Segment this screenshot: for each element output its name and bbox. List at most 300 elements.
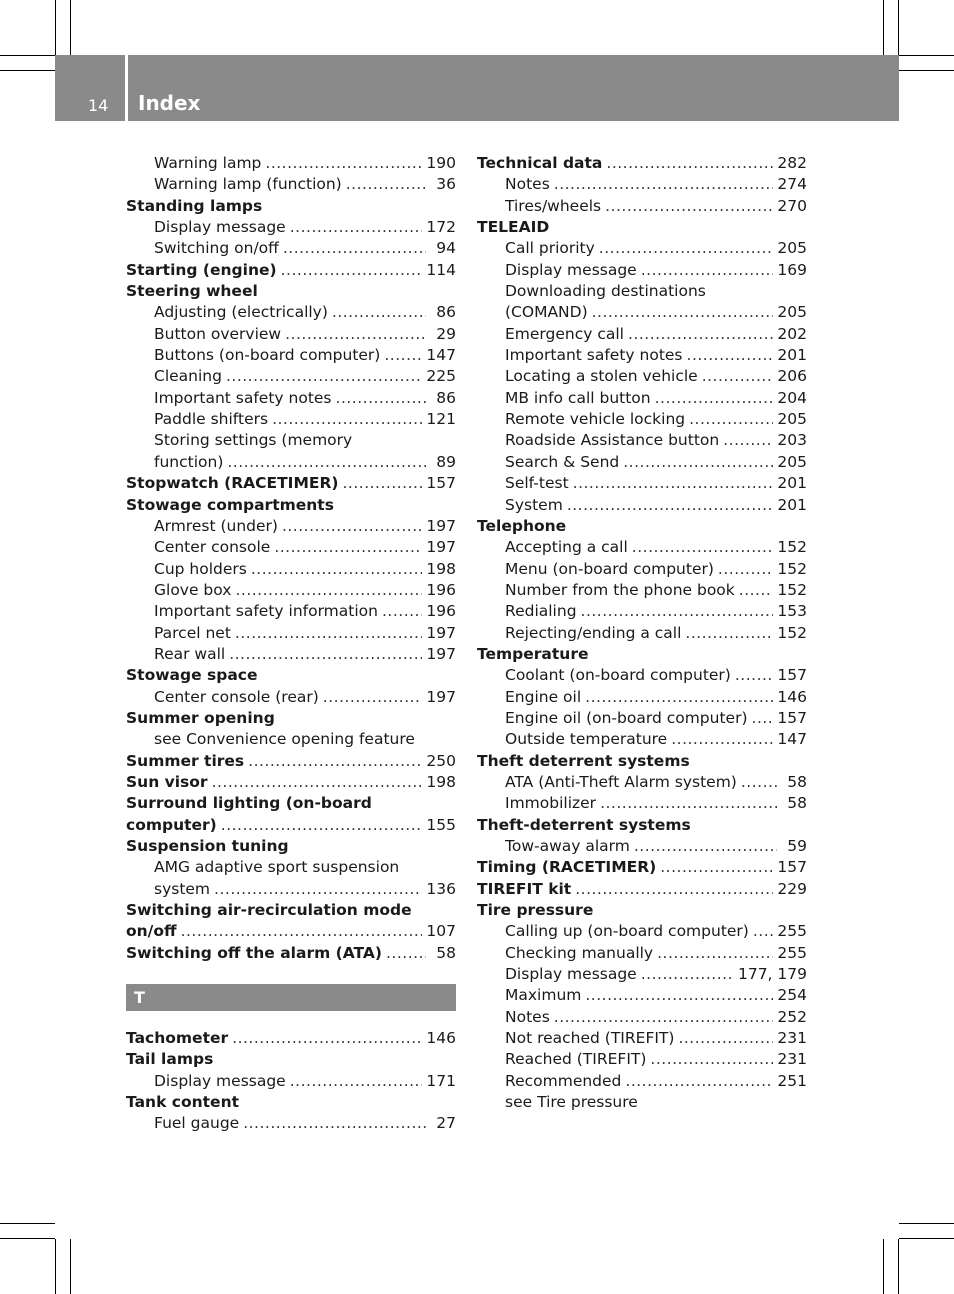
index-entry-label: computer) [126,815,217,834]
index-entry [477,366,807,387]
index-entry [126,366,456,387]
index-entry [477,1092,807,1113]
index-entry-page: 58 [436,943,456,962]
index-entry-label: Outside temperature [505,730,668,749]
index-entry [477,879,807,900]
index-entry-page: 274 [777,175,807,194]
index-entry-page: 152 [777,580,807,599]
index-entry [477,238,807,259]
index-entry-label: Paddle shifters [154,410,269,429]
index-entry-leader [332,302,426,323]
index-entry [126,900,456,921]
index-entry-label: Sun visor [126,772,208,791]
index-entry-page: 146 [777,687,807,706]
index-entry-label: Display message [154,218,286,237]
index-entry-leader [600,793,777,814]
index-entry [126,1113,456,1134]
index-entry [126,281,456,302]
index-entry [126,1049,456,1070]
index-entry [477,623,807,644]
index-entry [477,495,807,516]
index-entry [477,388,807,409]
index-entry-leader [660,857,773,878]
index-entry-label: Redialing [505,602,577,621]
index-entry-page: 197 [426,623,456,642]
index-entry-label: Switching on/off [154,239,279,258]
index-entry [477,687,807,708]
index-entry-label: see Tire pressure [505,1093,638,1112]
crop-mark [0,1238,55,1239]
index-entry-leader [235,580,422,601]
index-entry-page: 152 [777,559,807,578]
index-entry-label: Reached (TIREFIT) [505,1050,647,1069]
index-entry [126,388,456,409]
index-entry-leader [243,1113,426,1134]
index-entry-page: 36 [436,175,456,194]
index-entry-label: Surround lighting (on-board [126,794,372,813]
index-entry-leader [323,687,423,708]
index-entry [126,174,456,195]
index-entry [477,1049,807,1070]
index-entry-label: Remote vehicle locking [505,410,686,429]
index-entry-page: 202 [777,324,807,343]
index-entry-page: 157 [777,666,807,685]
index-entry-page: 197 [426,687,456,706]
index-entry-leader [283,238,426,259]
index-entry-page: 172 [426,218,456,237]
index-entry-label: on/off [126,922,177,941]
index-entry-page: 250 [426,751,456,770]
index-entry-label: Cleaning [154,367,222,386]
index-entry-page: 198 [426,772,456,791]
index-entry-page: 206 [777,367,807,386]
index-entry-label: Tires/wheels [505,196,602,215]
index-entry [126,473,456,494]
index-entry-page: 196 [426,580,456,599]
index-entry-page: 29 [436,324,456,343]
index-entry [477,772,807,793]
index-entry-label: see Convenience opening feature [154,730,415,749]
index-entry-label: Summer opening [126,708,275,727]
index-entry-leader [248,751,422,772]
index-entry-label: Temperature [477,644,589,663]
index-entry-leader [290,1071,423,1092]
index-entry-label: Warning lamp [154,154,262,172]
index-entry-page: 231 [777,1050,807,1069]
index-entry-label: Recommended [505,1071,622,1090]
index-entry-leader [251,559,423,580]
index-entry [477,580,807,601]
index-entry-leader [342,473,422,494]
index-list-left-t [126,1028,456,1135]
index-entry-leader [685,623,773,644]
index-entry-label: Buttons (on-board computer) [154,346,381,365]
index-entry-page: 201 [777,346,807,365]
index-entry-label: ATA (Anti-Theft Alarm system) [505,772,737,791]
index-entry-page: 225 [426,367,456,386]
index-entry-leader [641,260,774,281]
index-entry-page: 255 [777,922,807,941]
index-entry-page: 190 [426,154,456,172]
index-entry [477,260,807,281]
index-entry-page: 197 [426,644,456,663]
index-entry [126,1028,456,1049]
index-entry [126,559,456,580]
section-letter-bar: T [126,984,456,1011]
index-entry-label: Center console [154,538,271,557]
index-entry [126,751,456,772]
index-entry-page: 155 [426,815,456,834]
index-entry-page: 177, 179 [737,965,807,984]
index-entry-leader [221,815,423,836]
page-title: Index [138,91,201,115]
index-entry-leader [282,516,422,537]
index-entry-page: 231 [777,1029,807,1048]
index-entry-page: 201 [777,495,807,514]
index-entry [477,345,807,366]
index-entry [477,324,807,345]
index-entry-label: Switching off the alarm (ATA) [126,943,382,962]
index-entry-label: Accepting a call [505,538,628,557]
index-entry [477,281,807,302]
index-entry-leader [632,537,774,558]
index-entry-leader [671,729,773,750]
index-entry-label: Notes [505,175,550,194]
index-entry-page: 198 [426,559,456,578]
index-entry-label: Center console (rear) [154,687,319,706]
index-entry [126,623,456,644]
index-entry-page: 229 [777,879,807,898]
index-entry-leader [628,324,773,345]
index-entry-label: Tow-away alarm [505,837,630,855]
index-entry-label: Glove box [154,580,232,599]
index-entry [126,516,456,537]
index-entry-leader [753,921,774,942]
index-entry-leader [599,238,774,259]
index-entry [126,836,456,857]
index-entry-page: 152 [777,623,807,642]
index-entry-leader [285,324,426,345]
index-entry-label: Not reached (TIREFIT) [505,1029,675,1048]
index-entry-leader [634,836,777,857]
index-entry-label: Rejecting/ending a call [505,623,682,642]
index-entry [477,943,807,964]
header-divider [125,55,128,121]
index-list-right [477,153,807,1113]
index-entry-page: 94 [436,239,456,258]
index-entry [126,879,456,900]
index-entry-leader [581,601,774,622]
index-entry-label: Maximum [505,986,582,1005]
index-entry-page: 121 [426,410,456,429]
index-entry [126,857,456,878]
index-entry-page: 114 [426,260,456,279]
index-entry [477,921,807,942]
index-entry-label: Armrest (under) [154,516,278,535]
index-column-right [477,153,807,1113]
index-entry [477,302,807,323]
index-entry [477,217,807,238]
index-entry-leader [655,388,774,409]
index-entry-page: 169 [777,260,807,279]
index-entry [126,580,456,601]
index-entry-label: TELEAID [477,218,550,237]
index-entry [126,238,456,259]
index-entry-page: 157 [777,708,807,727]
index-entry-label: Display message [154,1071,286,1090]
index-entry-page: 201 [777,474,807,493]
index-entry-label: Parcel net [154,623,231,642]
index-entry-page: 196 [426,602,456,621]
index-entry-page: 205 [777,452,807,471]
index-entry-label: Adjusting (electrically) [154,303,328,322]
index-entry-label: Number from the phone book [505,580,735,599]
index-entry-page: 171 [426,1071,456,1090]
index-entry-label: Display message [505,965,637,984]
crop-mark [899,70,954,71]
index-entry [477,985,807,1006]
index-entry-page: 255 [777,943,807,962]
index-entry-leader [386,943,426,964]
index-entry [126,302,456,323]
index-entry-page: 147 [777,730,807,749]
crop-mark [883,0,884,55]
index-entry-leader [214,879,422,900]
index-entry [126,196,456,217]
index-entry [477,815,807,836]
index-entry [477,1028,807,1049]
index-entry-leader [623,452,773,473]
index-entry-leader [272,409,422,430]
index-entry [126,708,456,729]
index-entry-label: Tail lamps [126,1050,214,1069]
index-entry [477,836,807,857]
index-entry-label: Checking manually [505,943,654,962]
index-entry-label: Downloading destinations [505,282,706,301]
crop-mark [70,1239,71,1294]
index-entry-label: function) [154,452,224,471]
index-entry-label: Important safety information [154,602,378,621]
index-entry [477,196,807,217]
index-entry-label: Locating a stolen vehicle [505,367,698,386]
index-entry-label: Tank content [126,1093,240,1112]
index-entry-label: AMG adaptive sport suspension [154,858,400,877]
index-entry-page: 203 [777,431,807,450]
index-entry-label: Telephone [477,516,567,535]
index-entry [477,452,807,473]
index-entry-leader [606,153,773,174]
index-entry-leader [678,1028,773,1049]
crop-mark [0,1223,55,1224]
index-entry-leader [573,473,774,494]
index-entry [477,559,807,580]
index-entry [477,644,807,665]
index-entry [477,473,807,494]
index-entry-label: Timing (RACETIMER) [477,858,657,877]
index-entry-leader [346,174,426,195]
index-entry-leader [181,921,423,942]
index-entry [477,708,807,729]
crop-mark [883,1239,884,1294]
index-entry-leader [336,388,426,409]
index-entry-label: Theft deterrent systems [477,751,690,770]
index-entry-label: TIREFIT kit [477,879,572,898]
index-entry-page: 58 [787,794,807,813]
index-entry [126,153,456,174]
crop-mark [0,55,55,56]
index-entry-label: Button overview [154,324,282,343]
crop-mark [898,0,899,55]
index-entry [126,324,456,345]
index-entry-label: System [505,495,563,514]
index-entry-leader [625,1071,773,1092]
index-entry-page: 27 [436,1114,456,1133]
index-entry [126,601,456,622]
index-entry [126,452,456,473]
index-entry-label: Emergency call [505,324,624,343]
index-entry [126,943,456,964]
index-entry-label: Standing lamps [126,196,263,215]
index-entry-label: Notes [505,1007,550,1026]
index-entry-label: MB info call button [505,388,651,407]
index-entry-page: 153 [777,602,807,621]
index-entry-leader [227,452,426,473]
index-entry [477,964,807,985]
index-entry-label: Steering wheel [126,282,258,301]
index-entry [477,174,807,195]
index-entry-label: Search & Send [505,452,620,471]
index-entry-leader [752,708,774,729]
index-entry-page: 157 [777,858,807,877]
crop-mark [899,55,954,56]
index-column-left [126,153,456,1135]
index-entry-leader [575,879,773,900]
index-entry-label: Call priority [505,239,595,258]
index-entry-leader [382,601,422,622]
index-entry-page: 205 [777,410,807,429]
crop-mark [0,70,55,71]
index-entry [477,1071,807,1092]
index-entry [126,793,456,814]
index-entry [477,751,807,772]
index-entry-page: 146 [426,1029,456,1048]
index-entry [477,729,807,750]
index-entry-label: Storing settings (memory [154,431,353,450]
crop-mark [899,1238,954,1239]
index-entry-leader [384,345,422,366]
index-entry [477,857,807,878]
index-entry-leader [554,1007,774,1028]
index-list-left [126,153,456,964]
index-entry-page: 147 [426,346,456,365]
index-entry-label: Technical data [477,154,603,172]
index-entry-leader [232,1028,422,1049]
index-entry-label: Self-test [505,474,569,493]
index-entry-leader [735,665,774,686]
index-entry-page: 152 [777,538,807,557]
index-entry [126,1071,456,1092]
index-entry [477,601,807,622]
index-entry-label: Stopwatch (RACETIMER) [126,474,339,493]
index-entry [126,430,456,451]
index-entry [126,345,456,366]
page-number: 14 [88,96,109,115]
index-entry-label: Immobilizer [505,794,597,813]
index-entry-page: 197 [426,516,456,535]
index-entry [126,687,456,708]
index-entry-label: system [154,879,211,898]
index-entry [126,921,456,942]
index-entry [126,729,456,750]
index-entry-label: Display message [505,260,637,279]
index-entry-label: Cup holders [154,559,247,578]
index-entry-label: Theft-deterrent systems [477,815,691,834]
index-entry-label: Rear wall [154,644,226,663]
index-entry-page: 58 [787,772,807,791]
index-entry-label: Engine oil (on-board computer) [505,708,748,727]
index-entry-leader [739,580,774,601]
index-entry-leader [235,623,422,644]
index-entry-leader [554,174,774,195]
index-entry-leader [605,196,773,217]
index-entry-page: 136 [426,879,456,898]
index-entry-leader [226,366,422,387]
index-entry-leader [689,409,773,430]
index-entry [126,217,456,238]
index-entry-label: Starting (engine) [126,260,277,279]
index-entry [477,516,807,537]
crop-mark [70,0,71,55]
index-entry-page: 205 [777,239,807,258]
index-entry-leader [741,772,777,793]
index-entry-label: Coolant (on-board computer) [505,666,731,685]
index-entry-leader [281,260,423,281]
index-entry-label: Tire pressure [477,901,594,920]
index-entry-page: 252 [777,1007,807,1026]
index-entry-label: Calling up (on-board computer) [505,922,749,941]
index-entry-leader [687,345,774,366]
index-entry-page: 86 [436,303,456,322]
index-entry-leader [265,153,422,174]
index-entry-label: Menu (on-board computer) [505,559,714,578]
index-entry-leader [567,495,774,516]
index-entry-label: Suspension tuning [126,837,289,855]
index-entry-page: 197 [426,538,456,557]
index-entry-page: 86 [436,388,456,407]
index-entry-leader [229,644,422,665]
index-entry [126,815,456,836]
index-entry-label: (COMAND) [505,303,588,322]
index-entry-leader [718,559,773,580]
index-entry-label: Fuel gauge [154,1114,240,1133]
index-entry-leader [212,772,423,793]
index-entry [126,409,456,430]
index-entry-leader [657,943,773,964]
index-entry [126,772,456,793]
index-entry-leader [585,687,773,708]
crop-mark [55,0,56,55]
index-entry-page: 59 [787,837,807,855]
index-entry-page: 89 [436,452,456,471]
index-entry-page: 282 [777,154,807,172]
index-entry-page: 205 [777,303,807,322]
crop-mark [55,1239,56,1294]
index-entry-label: Tachometer [126,1029,229,1048]
index-entry-label: Summer tires [126,751,245,770]
index-entry-label: Switching air-recirculation mode [126,901,412,920]
index-entry-leader [290,217,423,238]
index-entry [126,260,456,281]
